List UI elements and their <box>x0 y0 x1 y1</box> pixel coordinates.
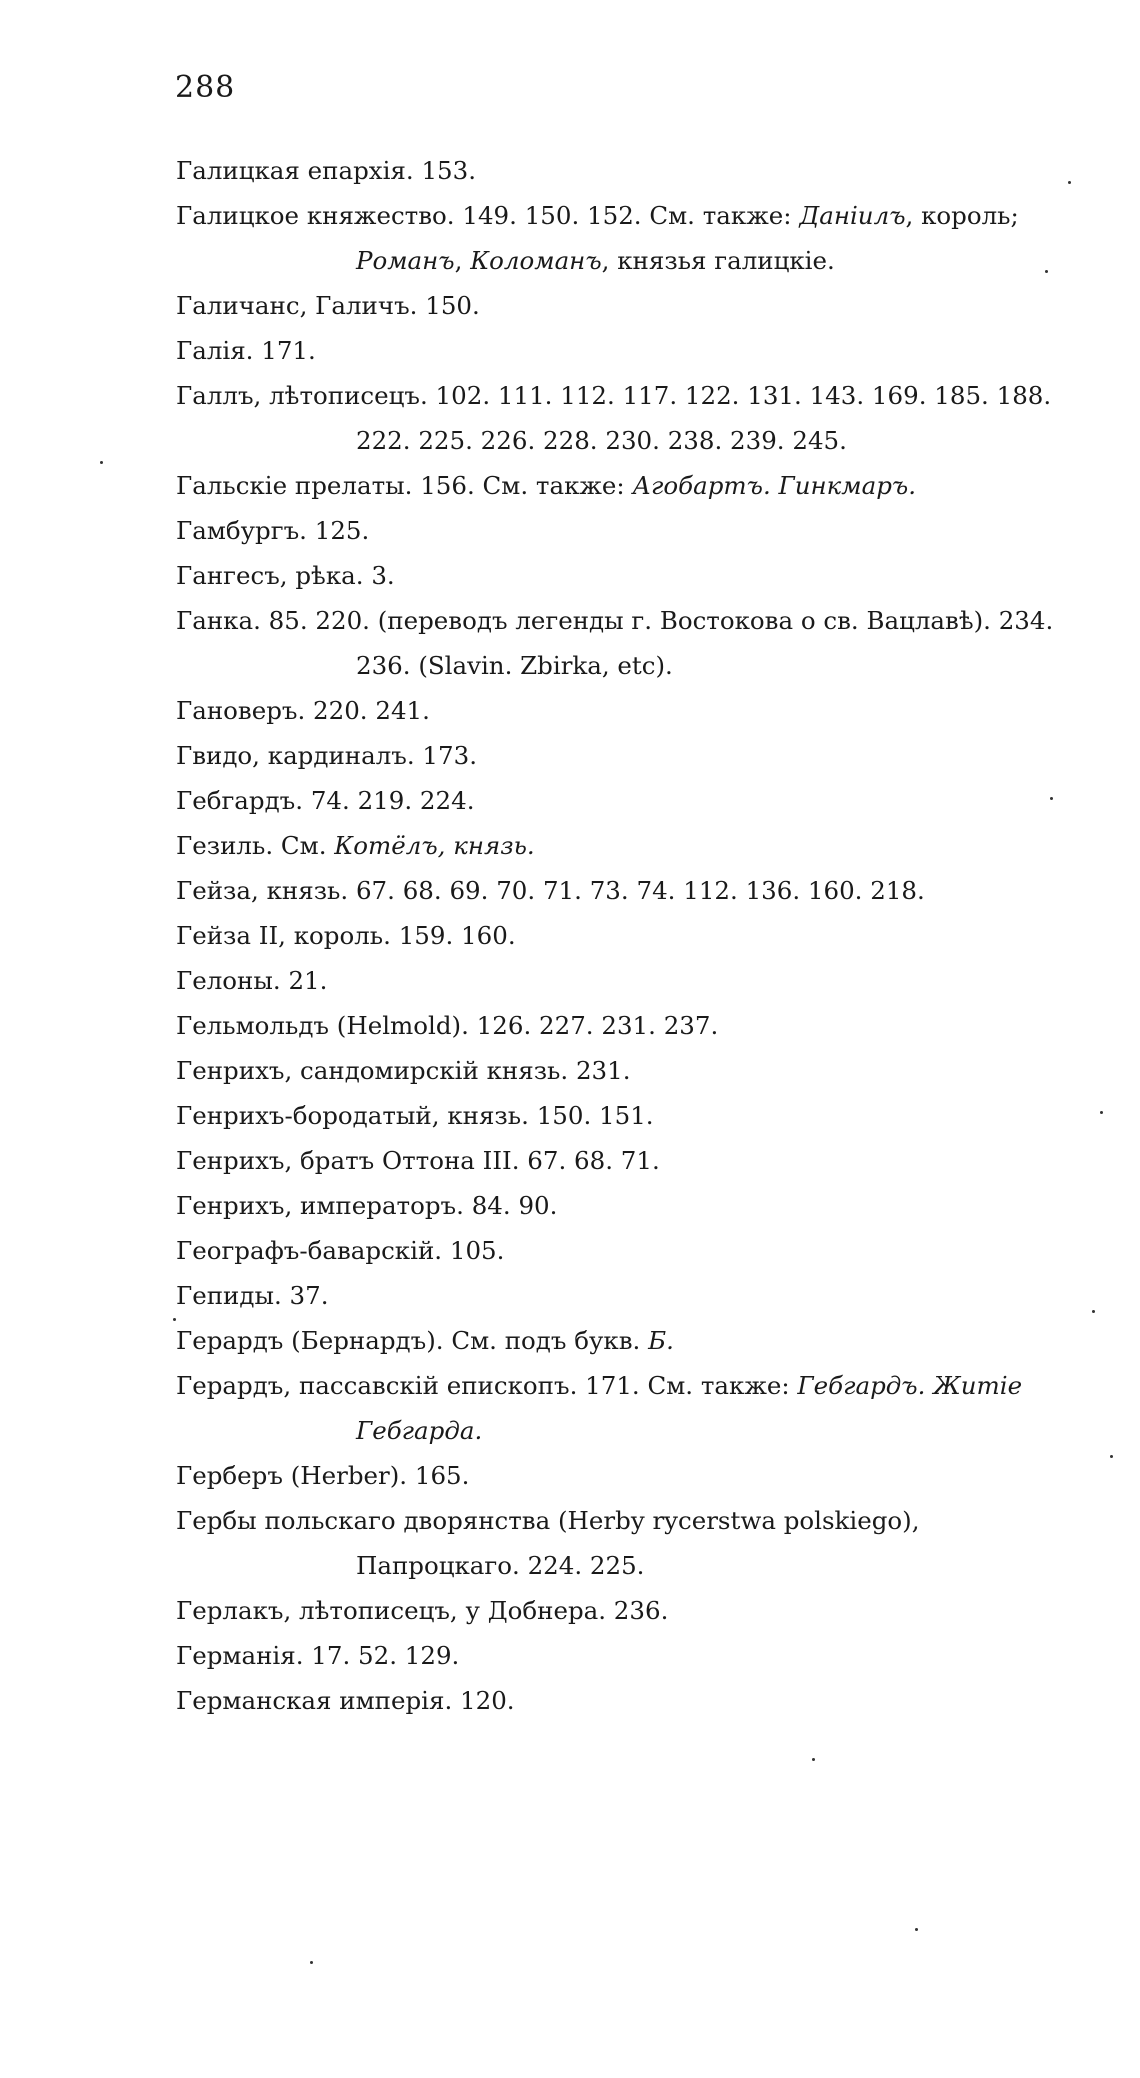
entry-text: Герлакъ, лѣтописецъ, у Добнера. 236. <box>176 1596 669 1625</box>
index-entry <box>176 1093 1076 1138</box>
entry-italic-text: Романъ <box>356 246 455 275</box>
entry-text: , король; <box>905 201 1019 230</box>
index-entry <box>176 868 1076 913</box>
entry-text: Галицкое княжество. 149. 150. 152. См. также: <box>176 201 800 230</box>
index-entry <box>176 688 1076 733</box>
index-entry <box>176 598 1076 688</box>
index-entry <box>176 1138 1076 1183</box>
entry-text: Гезиль. См. <box>176 831 335 860</box>
index-entry <box>176 1588 1076 1633</box>
scan-speck <box>1110 1455 1113 1458</box>
entry-text: Генрихъ, братъ Оттона III. 67. 68. 71. <box>176 1146 660 1175</box>
entry-text: Гербы польскаго дворянства (Herby rycerstwa polskiego), Папроцкаго. 224. 225. <box>176 1506 920 1580</box>
entry-italic-text: Коломанъ <box>470 246 602 275</box>
entry-italic-text: Даніилъ <box>799 201 906 230</box>
entry-text: Генрихъ, сандомирскій князь. 231. <box>176 1056 631 1085</box>
entry-text: Гановеръ. 220. 241. <box>176 696 430 725</box>
scan-speck <box>1045 270 1048 273</box>
index-entry <box>176 1228 1076 1273</box>
entry-italic-text: Котёлъ, князь. <box>334 831 535 860</box>
scan-speck <box>310 1961 313 1964</box>
index-entry <box>176 328 1076 373</box>
scan-speck <box>173 1318 176 1321</box>
entry-text: Герардъ (Бернардъ). См. подъ букв. <box>176 1326 649 1355</box>
index-entry <box>176 1678 1076 1723</box>
index-entry <box>176 1183 1076 1228</box>
index-entry <box>176 1003 1076 1048</box>
entry-italic-text: Агобартъ. Гинкмаръ. <box>632 471 917 500</box>
index-entry <box>176 553 1076 598</box>
entry-text: Галичанс, Галичъ. 150. <box>176 291 480 320</box>
index-entry <box>176 913 1076 958</box>
entry-text: Гальскіе прелаты. 156. См. также: <box>176 471 633 500</box>
entry-text: Гепиды. 37. <box>176 1281 329 1310</box>
entry-text: Гелоны. 21. <box>176 966 328 995</box>
index-entry <box>176 1363 1076 1453</box>
entry-text: Германская имперія. 120. <box>176 1686 515 1715</box>
entry-text: Галія. 171. <box>176 336 316 365</box>
index-entry <box>176 823 1076 868</box>
index-entry <box>176 508 1076 553</box>
index-entry <box>176 283 1076 328</box>
scan-speck <box>1092 1310 1095 1313</box>
index-entry <box>176 148 1076 193</box>
entry-text: Герардъ, пассавскій епископъ. 171. См. также: <box>176 1371 798 1400</box>
index-entry <box>176 193 1076 283</box>
index-entry <box>176 1048 1076 1093</box>
entry-text: Гейза II, король. 159. 160. <box>176 921 516 950</box>
index-entry <box>176 463 1076 508</box>
index-entry <box>176 778 1076 823</box>
scan-speck <box>100 461 103 464</box>
entry-text: Генрихъ, императоръ. 84. 90. <box>176 1191 558 1220</box>
entry-text: Гебгардъ. 74. 219. 224. <box>176 786 475 815</box>
scan-speck <box>1050 797 1053 800</box>
entry-text: Ганка. 85. 220. (переводъ легенды г. Востокова о св. Вацлавѣ). 234. 236. (Slavin. Zbirka, etc). <box>176 606 1054 680</box>
entry-text: Генрихъ-бородатый, князь. 150. 151. <box>176 1101 654 1130</box>
entry-text: , князья галицкіе. <box>601 246 835 275</box>
entry-text: Галлъ, лѣтописецъ. 102. 111. 112. 117. 122. 131. 143. 169. 185. 188. 222. 225. 226. 228. 230. 238. 239. 245. <box>176 381 1052 455</box>
scan-speck <box>812 1758 815 1761</box>
index-entry <box>176 373 1076 463</box>
index-entry <box>176 1453 1076 1498</box>
index-entry <box>176 1633 1076 1678</box>
entry-text: Гангесъ, рѣка. 3. <box>176 561 395 590</box>
entry-text: Гамбургъ. 125. <box>176 516 370 545</box>
entry-text: Гвидо, кардиналъ. 173. <box>176 741 477 770</box>
index-entry <box>176 733 1076 778</box>
index-entry <box>176 1273 1076 1318</box>
entry-text: Гельмольдъ (Helmold). 126. 227. 231. 237. <box>176 1011 719 1040</box>
scan-speck <box>915 1928 918 1931</box>
scan-speck <box>1068 181 1071 184</box>
entry-text: Географъ-баварскій. 105. <box>176 1236 505 1265</box>
entry-text: , <box>454 246 471 275</box>
page-number: 288 <box>175 70 236 105</box>
entry-text: Гейза, князь. 67. 68. 69. 70. 71. 73. 74. 112. 136. 160. 218. <box>176 876 925 905</box>
entry-italic-text: Гебгардъ. Житіе Гебгарда. <box>356 1371 1023 1445</box>
index-list <box>176 148 1076 1723</box>
entry-text: Герберъ (Herber). 165. <box>176 1461 470 1490</box>
entry-italic-text: Б. <box>648 1326 674 1355</box>
index-entry <box>176 958 1076 1003</box>
index-entry <box>176 1498 1076 1588</box>
entry-text: Галицкая епархія. 153. <box>176 156 476 185</box>
scan-speck <box>1100 1111 1103 1114</box>
entry-text: Германія. 17. 52. 129. <box>176 1641 460 1670</box>
index-entry <box>176 1318 1076 1363</box>
